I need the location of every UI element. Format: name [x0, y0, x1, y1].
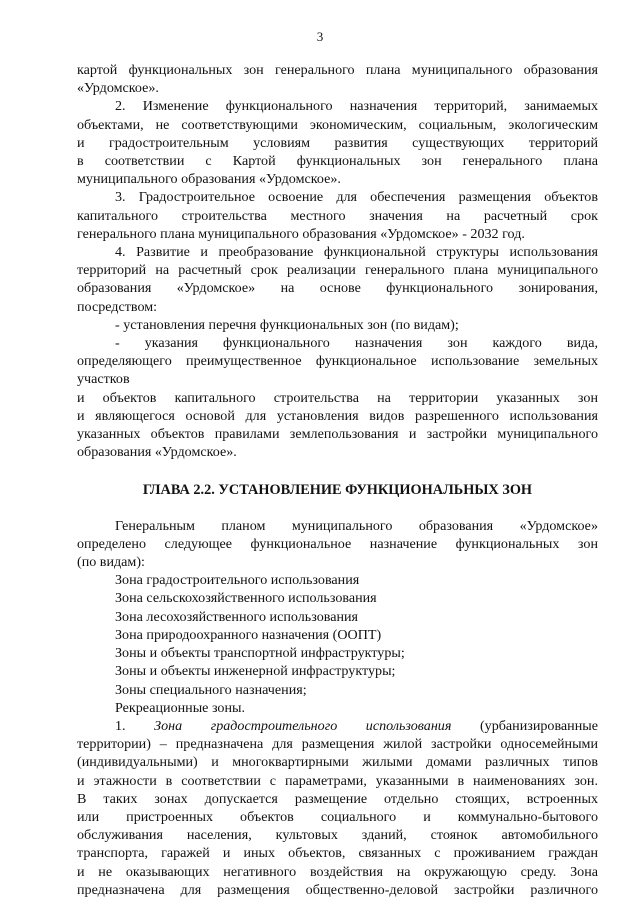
paragraph-line: 3. Градостроительное освоение для обеспечения размещения объектов: [115, 189, 598, 206]
paragraph-line: определено следующее функциональное назначение функциональных зон: [77, 535, 598, 552]
paragraph-line: (индивидуальными) и многоквартирными жилыми домами различных типов: [77, 754, 598, 771]
page-number: 3: [316, 29, 324, 44]
paragraph-line: указанных объектов правилами землепользования и застройки муниципального: [77, 426, 598, 443]
paragraph-line: образования «Урдомское» на основе функционального зонирования,: [77, 280, 598, 297]
paragraph-line: или пристроенных объектов социального и коммунально-бытового: [77, 808, 598, 825]
zone-list-item: Зона градостроительного использования: [115, 572, 360, 589]
paragraph-line: (по видам):: [77, 554, 145, 571]
zone1-number: 1.: [115, 717, 126, 734]
zone1-title-rest: (урбанизированные: [479, 717, 598, 734]
paragraph-line: 2. Изменение функционального назначения территорий, занимаемых: [115, 98, 598, 115]
paragraph-line: территорий на расчетный срок реализации генерального плана муниципального: [77, 262, 598, 279]
paragraph-line: - указания функционального назначения зон каждого вида,: [115, 335, 598, 352]
paragraph-line: и являющегося основой для установления видов разрешенного использования: [77, 407, 598, 424]
paragraph-line: картой функциональных зон генерального плана муниципального образования: [77, 62, 598, 78]
paragraph-line: обслуживания населения, культовых зданий, стоянок автомобильного: [77, 827, 598, 844]
zone1-first-line: [77, 717, 598, 735]
paragraph-line: - установления перечня функциональных зон (по видам);: [115, 316, 459, 333]
paragraph-line: участков: [77, 371, 130, 388]
paragraph-line: транспорта, гаражей и иных объектов, связанных с проживанием граждан: [77, 845, 598, 862]
paragraph-line: предназначена для размещения общественно-деловой застройки различного: [77, 881, 598, 898]
paragraph-line: образования «Урдомское».: [77, 444, 237, 461]
zone-list-item: Зоны и объекты транспортной инфраструктуры;: [115, 645, 405, 662]
paragraph-line: В таких зонах допускается размещение отдельно стоящих, встроенных: [77, 790, 598, 807]
paragraph-line: Генеральным планом муниципального образования «Урдомское»: [115, 517, 598, 534]
paragraph-line: генерального плана муниципального образования «Урдомское» - 2032 год.: [77, 225, 525, 242]
zone-list-item: Зона природоохранного назначения (ООПТ): [115, 626, 382, 643]
paragraph-line: и объектов капитального строительства на территории указанных зон: [77, 389, 598, 406]
paragraph-line: посредством:: [77, 298, 158, 315]
paragraph-line: муниципального образования «Урдомское».: [77, 171, 341, 188]
paragraph-line: в соответствии с Картой функциональных зон генерального плана: [77, 153, 598, 170]
paragraph-line: объектами, не соответствующими экономическим, социальным, экологическим: [77, 116, 598, 133]
chapter-heading: ГЛАВА 2.2. УСТАНОВЛЕНИЕ ФУНКЦИОНАЛЬНЫХ ЗОН: [142, 482, 533, 499]
page-content: [77, 61, 598, 899]
zone-list-item: Зона лесохозяйственного использования: [115, 608, 359, 625]
paragraph-line: «Урдомское».: [77, 80, 159, 97]
zone-list-item: Зоны специального назначения;: [115, 681, 307, 698]
zone-list-item: Зона сельскохозяйственного использования: [115, 590, 377, 607]
paragraph-line: и этажности в соответствии с параметрами, указанными в наименованиях зон.: [77, 772, 598, 789]
paragraph-line: определяющего преимущественное функциональное использование земельных: [77, 353, 598, 370]
paragraph-line: территории) – предназначена для размещения жилой застройки односемейными: [77, 736, 598, 753]
zone-list-item: Рекреационные зоны.: [115, 699, 246, 716]
paragraph-line: и градостроительным условиям развития существующих территорий: [77, 134, 598, 151]
paragraph-line: капитального строительства местного значения на расчетный срок: [77, 207, 598, 224]
paragraph-line: 4. Развитие и преобразование функциональной структуры использования: [115, 244, 598, 261]
paragraph-line: и не оказывающих негативного воздействия на окружающую среду. Зона: [77, 863, 598, 880]
zone1-title: Зона градостроительного использования: [154, 717, 452, 734]
zone-list-item: Зоны и объекты инженерной инфраструктуры;: [115, 663, 396, 680]
